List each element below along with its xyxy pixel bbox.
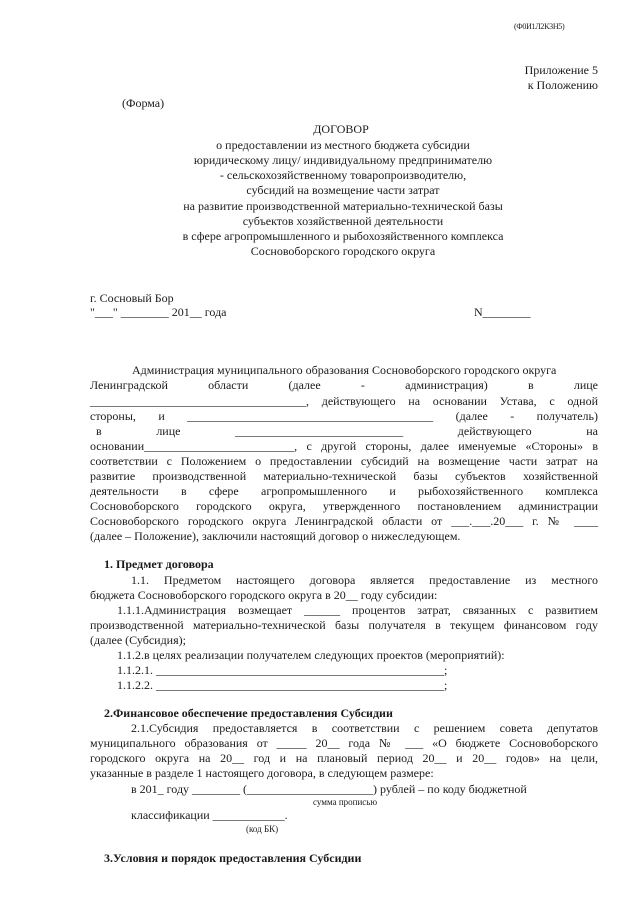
section-2-title: 2.Финансовое обеспечение предоставления Субсидии <box>104 706 393 720</box>
form-label: (Форма) <box>122 96 165 110</box>
section-1-paragraph: 1.1.2.в целях реализации получателем следующих проектов (мероприятий): <box>117 648 505 662</box>
preamble-line: Сосновоборского городского округа, утвержденного постановлением администрации <box>90 499 598 513</box>
contract-heading: ДОГОВОР <box>313 122 369 136</box>
document-code: (Ф0И1Л2К3Н5) <box>514 22 565 31</box>
title-line: Сосновоборского городского округа <box>250 244 436 258</box>
title-line: на развитие производственной материально-технической базы <box>183 199 503 213</box>
preamble-line: Сосновоборского городского округа Ленинградской области от ___.___.20___ г. № ____ <box>90 514 598 528</box>
appendix-label: Приложение 5 <box>524 63 598 77</box>
preamble-line: Ленинградской области (далее - администрация) в лице <box>90 378 598 392</box>
appendix-reference: к Положению <box>527 78 598 92</box>
preamble-line: Администрация муниципального образования Сосновоборского городского округа <box>132 363 557 377</box>
preamble-line: основании_________________________, с другой стороны, далее именуемые «Стороны» в <box>90 439 598 453</box>
project-item: 1.1.2.2. ________________________________________________; <box>117 678 448 692</box>
preamble-line: ____________________________________, действующего на основании Устава, с одной <box>90 394 598 408</box>
preamble-line: развитие производственной материально-технической базы субъектов хозяйственной <box>90 469 598 483</box>
preamble-line: деятельности в сфере агропромышленного и рыбохозяйственного комплекса <box>90 484 598 498</box>
section-1-title: 1. Предмет договора <box>104 557 214 571</box>
title-line: юридическому лицу/ индивидуальному предпринимателю <box>193 153 493 167</box>
project-item: 1.1.2.1. ________________________________________________; <box>117 663 448 677</box>
section-1-paragraph: 1.1.1.Администрация возмещает ______ процентов затрат, связанных с развитием <box>117 603 598 617</box>
section-1-paragraph: бюджета Сосновоборского городского округа в 20__ году субсидии: <box>90 588 438 602</box>
amount-line: в 201_ году ________ (_____________________) рублей – по коду бюджетной <box>131 782 527 796</box>
amount-caption: сумма прописью <box>313 797 378 807</box>
preamble-line: (далее – Положение), заключили настоящий договор о нижеследующем. <box>90 529 461 543</box>
preamble-line: стороны, и _________________________________________ (далее - получатель) <box>90 409 598 423</box>
title-line: в сфере агропромышленного и рыбохозяйственного комплекса <box>182 229 504 243</box>
title-line: о предоставлении из местного бюджета субсидии <box>216 138 470 152</box>
title-line: - сельскохозяйственному товаропроизводителю, <box>219 168 467 182</box>
classification-caption: (код БК) <box>246 824 279 834</box>
section-2-paragraph: городского округа на 20__ год и на плановый период 20__ и 20__ годов» на цели, <box>90 751 598 765</box>
section-2-paragraph: муниципального образования от _____ 20__ года № ___ «О бюджете Сосновоборского <box>90 736 598 750</box>
place: г. Сосновый Бор <box>90 291 174 305</box>
classification-line: классификации ____________. <box>131 808 288 822</box>
section-1-paragraph: (далее (Субсидия); <box>90 633 186 647</box>
section-3-title: 3.Условия и порядок предоставления Субсидии <box>104 851 362 865</box>
section-2-paragraph: 2.1.Субсидия предоставляется в соответствии с решением совета депутатов <box>131 721 598 735</box>
preamble-line: соответствии с Положением о предоставлении субсидий на возмещение части затрат на <box>90 454 598 468</box>
section-1-paragraph: 1.1. Предметом настоящего договора является предоставление из местного <box>131 573 598 587</box>
preamble-line: в лице ____________________________ действующего на <box>96 424 598 438</box>
section-1-paragraph: производственной материально-технической базы получателя в текущем финансовом году <box>90 618 598 632</box>
title-line: субъектов хозяйственной деятельности <box>242 214 444 228</box>
date-line: "___" ________ 201__ года <box>90 305 227 319</box>
title-line: субсидий на возмещение части затрат <box>246 183 440 197</box>
section-2-paragraph: указанные в разделе 1 настоящего договора, в следующем размере: <box>90 766 434 780</box>
contract-number: N________ <box>474 305 531 319</box>
